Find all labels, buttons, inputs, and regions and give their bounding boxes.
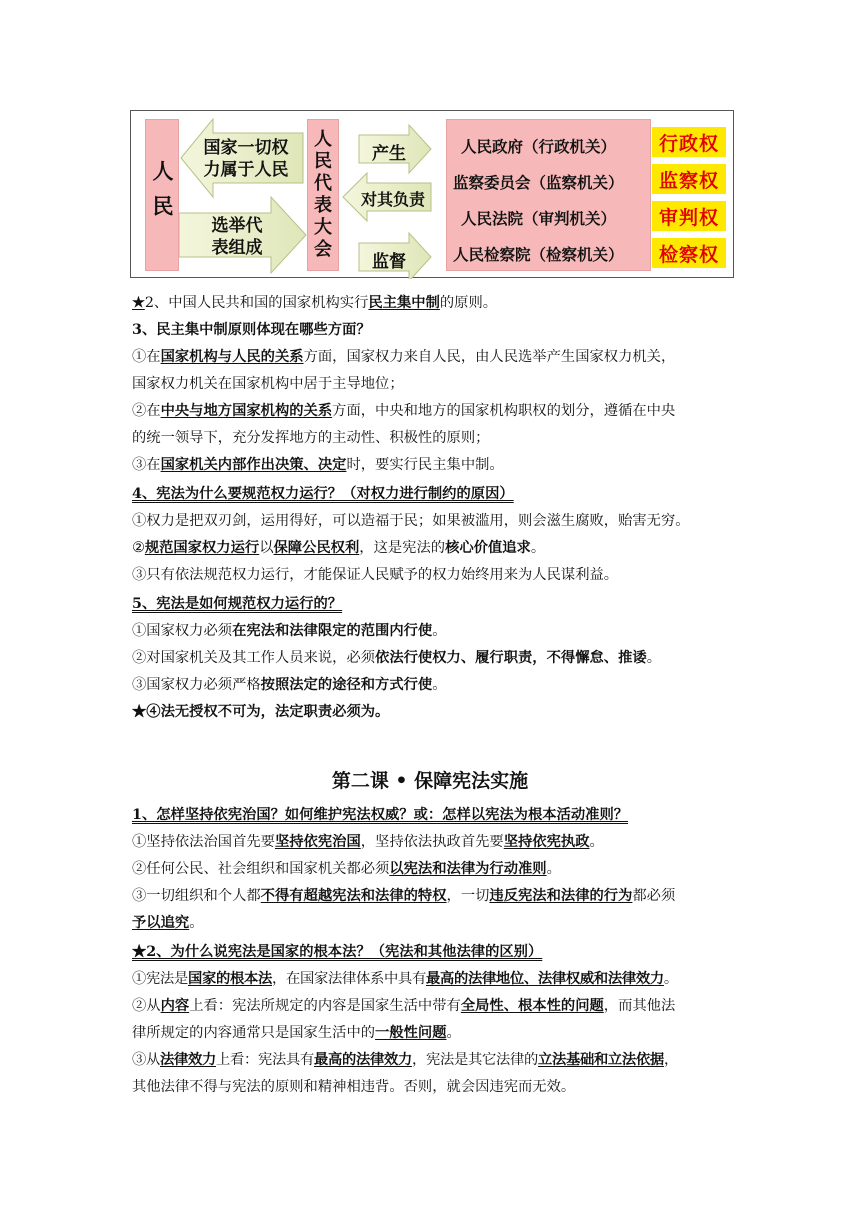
all-power-label: 国家一切权 力属于人民 bbox=[203, 138, 289, 180]
text-line: ②在中央与地方国家机构的关系方面，中央和地方的国家机构职权的划分，遵循在中央 bbox=[132, 403, 676, 419]
question-heading: 5、宪法是如何规范权力运行的？ bbox=[132, 596, 343, 612]
organ-court: 人民法院（审判机关） bbox=[461, 210, 617, 228]
question-heading: 3、民主集中制原则体现在哪些方面？ bbox=[132, 322, 371, 338]
text-line: ①坚持依法治国首先要坚持依宪治国，坚持依法执政首先要坚持依宪执政。 bbox=[132, 834, 604, 850]
text-line: ①在国家机构与人民的关系方面，国家权力来自人民，由人民选举产生国家权力机关， bbox=[132, 349, 676, 365]
text-line: ①权力是把双刃剑，运用得好，可以造福于民；如果被滥用，则会滋生腐败，贻害无穷。 bbox=[132, 513, 690, 529]
question-heading: ★2、为什么说宪法是国家的根本法？（宪法和其他法律的区别） bbox=[132, 944, 543, 960]
question-heading: 1、怎样坚持依宪治国？如何维护宪法权威？或：怎样以宪法为根本活动准则？ bbox=[132, 807, 629, 823]
text-line: ①宪法是国家的根本法，在国家法律体系中具有最高的法律地位、法律权威和法律效力。 bbox=[132, 971, 678, 987]
congress-box: 人 民 代 表 大 会 bbox=[307, 119, 339, 271]
text-line: ★④法无授权不可为，法定职责必须为。 bbox=[132, 704, 390, 720]
text-line: ①国家权力必须在宪法和法律限定的范围内行使。 bbox=[132, 623, 447, 639]
organ-supervisory: 监察委员会（监察机关） bbox=[453, 174, 624, 192]
responsible-label: 对其负责 bbox=[360, 190, 425, 209]
state-power-diagram bbox=[130, 110, 734, 278]
power-procuratorial: 检察权 bbox=[652, 238, 726, 268]
organ-government: 人民政府（行政机关） bbox=[461, 138, 617, 156]
text-line: 律所规定的内容通常只是国家生活中的一般性问题。 bbox=[132, 1025, 461, 1041]
text-line: ②任何公民、社会组织和国家机关都必须以宪法和法律为行动准则。 bbox=[132, 861, 561, 877]
text-line: ③只有依法规范权力运行，才能保证人民赋予的权力始终用来为人民谋利益。 bbox=[132, 567, 619, 583]
supervise-label: 监督 bbox=[372, 252, 406, 272]
power-administrative: 行政权 bbox=[652, 127, 726, 157]
text-line: 予以追究。 bbox=[132, 915, 204, 931]
text-line: ③从法律效力上看：宪法具有最高的法律效力，宪法是其它法律的立法基础和立法依据， bbox=[132, 1052, 678, 1068]
lesson-title: 第二课 • 保障宪法实施 bbox=[331, 770, 529, 792]
power-supervisory: 监察权 bbox=[652, 164, 726, 194]
text-line: ③在国家机关内部作出决策、决定时，要实行民主集中制。 bbox=[132, 457, 504, 473]
text-line: ②规范国家权力运行以保障公民权利，这是宪法的核心价值追求。 bbox=[132, 540, 546, 556]
text-line: ③一切组织和个人都不得有超越宪法和法律的特权，一切违反宪法和法律的行为都必须 bbox=[132, 888, 676, 904]
text-line: ★2、中国人民共和国的国家机构实行民主集中制的原则。 bbox=[132, 295, 498, 311]
elect-label: 选举代 表组成 bbox=[211, 216, 263, 258]
question-heading: 4、宪法为什么要规范权力运行？（对权力进行制约的原因） bbox=[132, 486, 514, 502]
people-box: 人民 bbox=[145, 119, 179, 271]
produce-label: 产生 bbox=[372, 144, 406, 164]
text-line: 的统一领导下，充分发挥地方的主动性、积极性的原则； bbox=[132, 430, 490, 446]
text-line: ③国家权力必须严格按照法定的途径和方式行使。 bbox=[132, 677, 447, 693]
power-judicial: 审判权 bbox=[652, 201, 726, 231]
text-line: ②从内容上看：宪法所规定的内容是国家生活中带有全局性、根本性的问题，而其他法 bbox=[132, 998, 676, 1014]
text-line: 国家权力机关在国家机构中居于主导地位； bbox=[132, 376, 404, 392]
text-line: ②对国家机关及其工作人员来说，必须依法行使权力、履行职责，不得懈怠、推诿。 bbox=[132, 650, 661, 666]
text-line: 其他法律不得与宪法的原则和精神相违背。否则，就会因违宪而无效。 bbox=[132, 1079, 576, 1095]
organ-procuratorate: 人民检察院（检察机关） bbox=[453, 246, 624, 264]
